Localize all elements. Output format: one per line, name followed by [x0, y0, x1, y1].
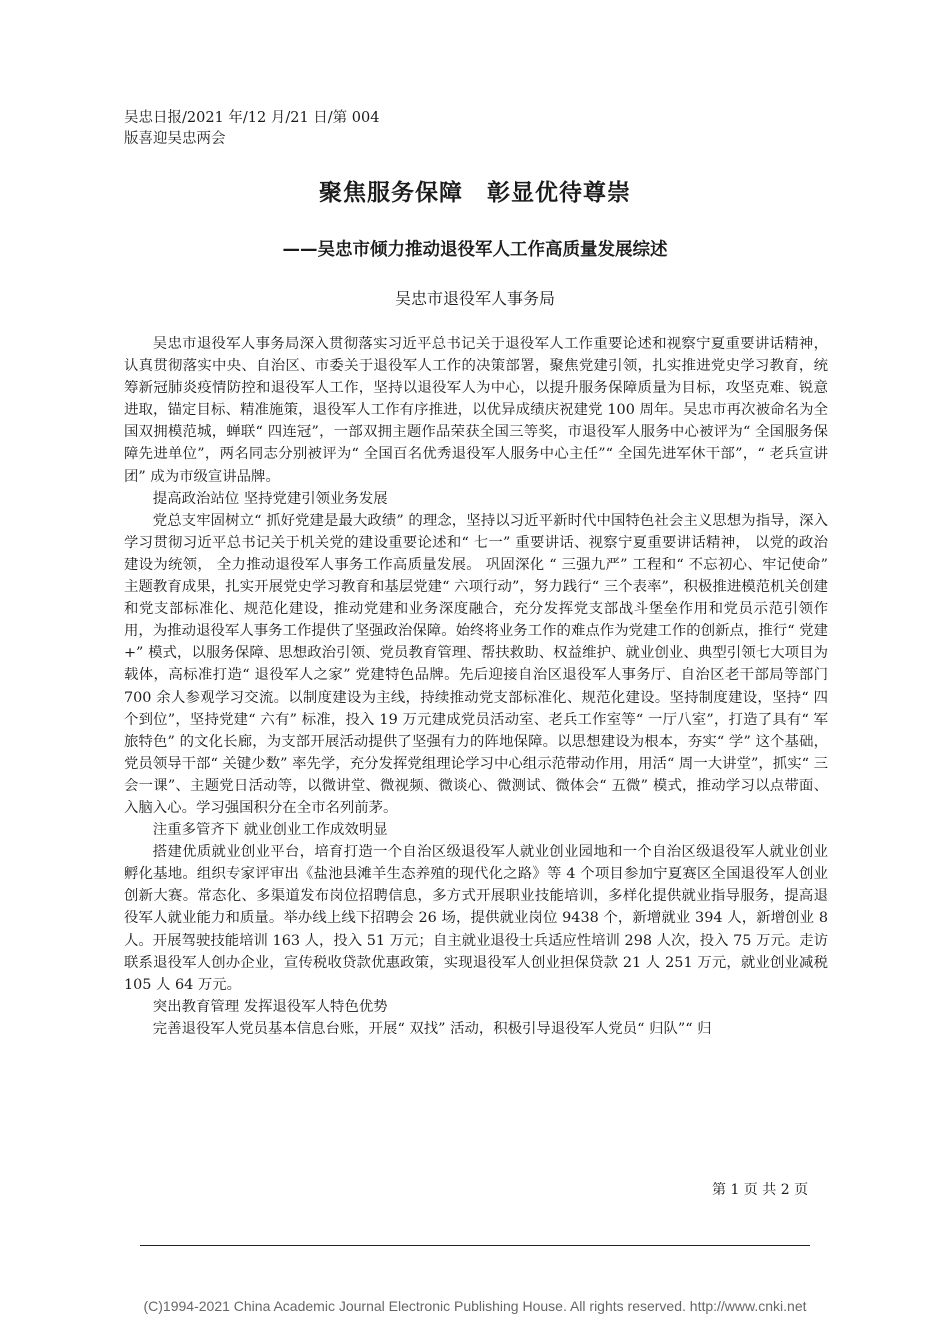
copyright-notice: (C)1994-2021 China Academic Journal Electronic Publishing House. All rights reserved. http://www.cnki.net — [143, 1298, 807, 1314]
paragraph: 搭建优质就业创业平台，培育打造一个自治区级退役军人就业创业园地和一个自治区级退役军人就业创业孵化基地。组织专家评审出《盐池县滩羊生态养殖的现代化之路》等 4 个项目参加宁夏赛区全国退役军人创业创新大赛。常态化、多渠道发布岗位招聘信息，多方式开展职业技能培训，多样化提供就业指导服务，提高退役军人就业能力和质量。举办线上线下招聘会 26 场，提供就业岗位 9438 个，新增就业 394 人，新增创业 8 人。开展驾驶技能培训 163 人，投入 51 万元；自主就业退役士兵适应性培训 298 人次，投入 75 万元。走访联系退役军人创办企业，宣传税收贷款优惠政策，实现退役军人创业担保贷款 21 人 251 万元，就业创业减税 105 人 64 万元。 — [124, 844, 828, 993]
article-title: 聚焦服务保障 彰显优待尊崇 — [319, 180, 631, 206]
section-heading: 提高政治站位 坚持党建引领业务发展 — [152, 490, 388, 507]
source-line: 版喜迎吴忠两会 — [124, 131, 226, 147]
source-line: 吴忠日报/2021 年/12 月/21 日/第 004 — [124, 110, 380, 126]
source-info — [124, 108, 424, 150]
article-author: 吴忠市退役军人事务局 — [394, 289, 555, 308]
page-number: 第 1 页 共 2 页 — [712, 1182, 809, 1198]
article-body — [124, 333, 828, 1040]
paragraph: 完善退役军人党员基本信息台账，开展“ 双找” 活动，积极引导退役军人党员“ 归队”“ 归 — [152, 1020, 712, 1037]
article-subtitle: ——吴忠市倾力推动退役军人工作高质量发展综述 — [282, 240, 668, 260]
section-heading: 突出教育管理 发挥退役军人特色优势 — [152, 998, 388, 1015]
section-heading: 注重多管齐下 就业创业工作成效明显 — [152, 822, 388, 839]
paragraph: 党总支牢固树立“ 抓好党建是最大政绩” 的理念，坚持以习近平新时代中国特色社会主义思想为指导，深入学习贯彻习近平总书记关于机关党的建设重要论述和“ 七一” 重要讲话、视察宁夏重要讲话精神， 以党的政治建设为统领， 全力推动退役军人事务工作高质量发展。 巩固深化 “ 三强九严” 工程和“ 不忘初心、牢记使命” 主题教育成果，扎实开展党史学习教育和基层党建“ 六项行动”，努力践行“ 三个表率”，积极推进模范机关创建和党支部标准化、规范化建设，推动党建和业务深度融合，充分发挥党支部战斗堡垒作用和党员示范引领作用，为推动退役军人事务工作提供了坚强政治保障。始终将业务工作的难点作为党建工作的创新点，推行“ 党建+” 模式，以服务保障、思想政治引领、党员教育管理、帮扶救助、权益维护、就业创业、典型引领七大项目为载体，高标准打造“ 退役军人之家” 党建特色品牌。先后迎接自治区退役军人事务厅、自治区老干部局等部门 700 余人参观学习交流。以制度建设为主线，持续推动党支部标准化、规范化建设。坚持制度建设，坚持“ 四个到位”，坚持党建“ 六有” 标准，投入 19 万元建成党员活动室、老兵工作室等“ 一厅八室”，打造了具有“ 军旅特色” 的文化长廊，为支部开展活动提供了坚强有力的阵地保障。以思想建设为根本，夯实“ 学” 这个基础，党员领导干部“ 关键少数” 率先学，充分发挥党组理论学习中心组示范带动作用，用活“ 周一大讲堂”，抓实“ 三会一课”、主题党日活动等，以微讲堂、微视频、微谈心、微测试、微体会“ 五微” 模式，推动学习以点带面、入脑入心。学习强国积分在全市名列前茅。 — [124, 512, 828, 816]
footer-divider — [140, 1245, 810, 1246]
paragraph: 吴忠市退役军人事务局深入贯彻落实习近平总书记关于退役军人工作重要论述和视察宁夏重要讲话精神，认真贯彻落实中央、自治区、市委关于退役军人工作的决策部署，聚焦党建引领，扎实推进党史学习教育，统筹新冠肺炎疫情防控和退役军人工作，坚持以退役军人为中心，以提升服务保障质量为目标，攻坚克难、锐意进取，锚定目标、精准施策，退役军人工作有序推进，以优异成绩庆祝建党 100 周年。吴忠市再次被命名为全国双拥模范城，蝉联“ 四连冠”，一部双拥主题作品荣获全国三等奖，市退役军人服务中心被评为“ 全国服务保障先进单位”，两名同志分别被评为“ 全国百名优秀退役军人服务中心主任”“ 全国先进军休干部”，“ 老兵宣讲团” 成为市级宣讲品牌。 — [124, 336, 828, 485]
